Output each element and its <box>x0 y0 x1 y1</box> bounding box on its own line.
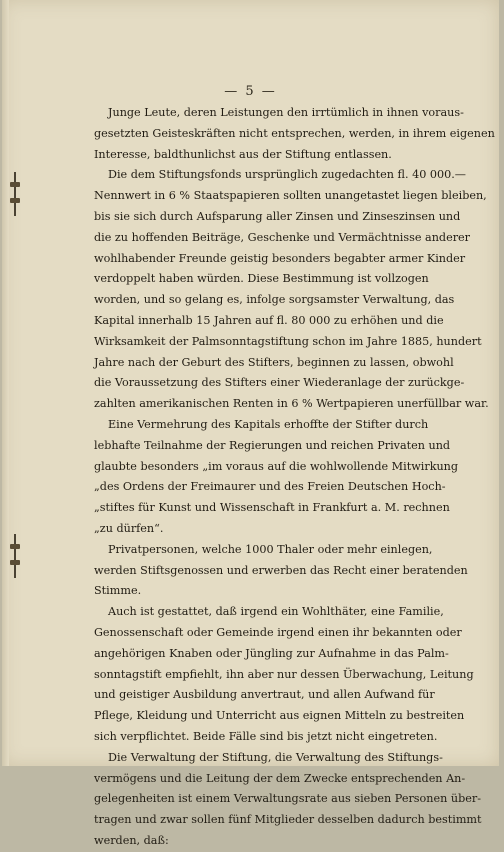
text-line: Wirksamkeit der Palmsonntagstiftung schon im Jahre 1885, hundert <box>94 334 482 348</box>
text-line: Die dem Stiftungsfonds ursprünglich zugedachten fl. 40 000.— <box>108 168 466 182</box>
text-line: Kapital innerhalb 15 Jahren auf fl. 80 000 zu erhöhen und die <box>94 313 444 327</box>
page-fold-shadow <box>2 0 9 766</box>
text-line: werden Stiftsgenossen und erwerben das Recht einer beratenden <box>94 563 468 577</box>
text-line: Privatpersonen, welche 1000 Thaler oder mehr einlegen, <box>108 542 433 556</box>
text-line: Nennwert in 6 % Staatspapieren sollten unangetastet liegen bleiben, <box>94 189 487 203</box>
text-line: bis sie sich durch Aufsparung aller Zinsen und Zinseszinsen und <box>94 209 461 223</box>
text-line: Jahre nach der Geburt des Stifters, beginnen zu lassen, obwohl <box>94 355 454 369</box>
text-line: worden, und so gelang es, infolge sorgsamster Verwaltung, das <box>94 293 455 307</box>
text-line: Junge Leute, deren Leistungen den irrtümlich in ihnen voraus- <box>108 106 464 119</box>
text-line: sich verpflichtet. Beide Fälle sind bis jetzt nicht eingetreten. <box>94 729 438 743</box>
text-line: „stiftes für Kunst und Wissenschaft in Frankfurt a. M. rechnen <box>94 501 450 515</box>
text-line: Eine Vermehrung des Kapitals erhoffte der Stifter durch <box>108 417 429 431</box>
page-number: — 5 — <box>224 84 277 99</box>
text-line: wohlhabender Freunde geistig besonders begabter armer Kinder <box>94 251 466 265</box>
text-line: Genossenschaft oder Gemeinde irgend einen ihr bekannten oder <box>94 625 462 639</box>
text-line: Interesse, baldthunlichst aus der Stiftung entlassen. <box>94 147 392 161</box>
text-line: tragen und zwar sollen fünf Mitglieder desselben dadurch bestimmt <box>94 813 482 827</box>
text-line: glaubte besonders „im voraus auf die wohlwollende Mitwirkung <box>94 459 459 473</box>
text-line: zahlten amerikanischen Renten in 6 % Wertpapieren unerfüllbar war. <box>94 397 489 411</box>
text-line: sonntagstift empfiehlt, ihn aber nur dessen Überwachung, Leitung <box>94 667 474 681</box>
text-line: lebhafte Teilnahme der Regierungen und reichen Privaten und <box>94 438 451 452</box>
text-line: die zu hoffenden Beiträge, Geschenke und Vermächtnisse anderer <box>94 230 471 244</box>
text-line: Auch ist gestattet, daß irgend ein Wohlthäter, eine Familie, <box>108 605 444 619</box>
text-line: Stimme. <box>94 584 142 598</box>
text-line: „zu dürfen“. <box>94 521 164 535</box>
text-line: und geistiger Ausbildung anvertraut, und allen Aufwand für <box>94 688 435 702</box>
text-line: vermögens und die Leitung der dem Zwecke entsprechenden An- <box>94 771 466 785</box>
text-line: gelegenheiten ist einem Verwaltungsrate aus sieben Personen über- <box>94 792 481 806</box>
text-line: angehörigen Knaben oder Jüngling zur Aufnahme in das Palm- <box>94 646 449 660</box>
text-line: „des Ordens der Freimaurer und des Freien Deutschen Hoch- <box>94 480 446 494</box>
binding-clip-bottom <box>8 534 22 578</box>
text-line: Die Verwaltung der Stiftung, die Verwaltung des Stiftungs- <box>108 750 443 764</box>
text-line: werden, daß: <box>94 833 169 847</box>
text-line: Pflege, Kleidung und Unterricht aus eignen Mitteln zu bestreiten <box>94 709 465 723</box>
book-page <box>2 0 499 847</box>
binding-clip-top <box>8 172 22 216</box>
body-text <box>94 103 495 852</box>
text-line: gesetzten Geisteskräften nicht entsprechen, werden, in ihrem eigenen <box>94 126 495 140</box>
text-line: die Voraussetzung des Stifters einer Wiederanlage der zurückge- <box>94 376 465 390</box>
text-line: verdoppelt haben würden. Diese Bestimmung ist vollzogen <box>94 272 429 286</box>
